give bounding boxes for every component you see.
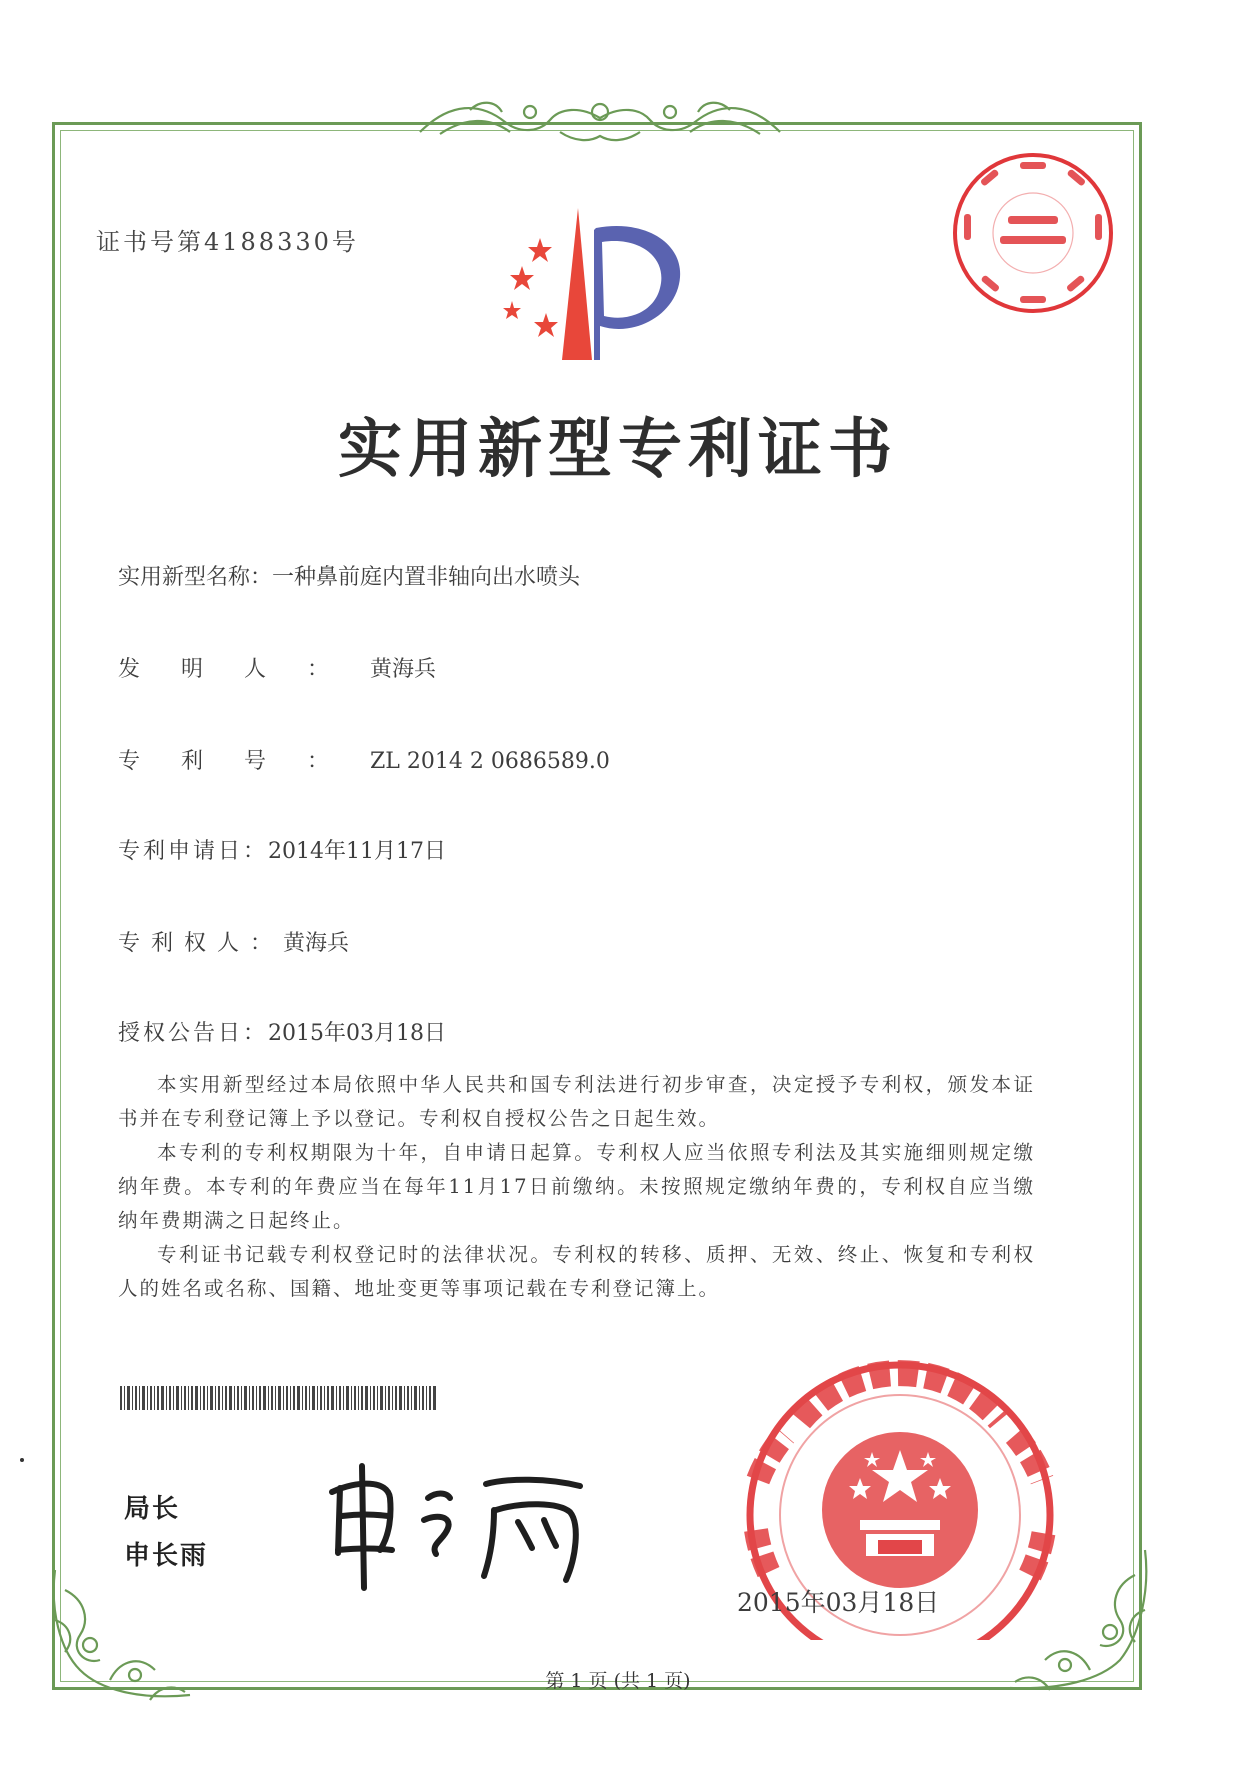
body-paragraph-2: 本专利的专利权期限为十年，自申请日起算。专利权人应当依照专利法及其实施细则规定缴纳年费。本专利的年费应当在每年11月17日前缴纳。未按照规定缴纳年费的，专利权自应当缴纳年费期满之日起终止。 (118, 1141, 1035, 1232)
certificate-number-label: 证书号第 (96, 228, 204, 256)
patent-number-row (118, 744, 610, 775)
certificate-number-suffix: 号 (331, 228, 359, 256)
patent-office-emblem-icon (500, 208, 700, 368)
patent-number-value: ZL 2014 2 0686589.0 (370, 749, 610, 774)
grant-date-row (118, 1016, 446, 1047)
body-paragraph-3: 专利证书记载专利权登记时的法律状况。专利权的转移、质押、无效、终止、恢复和专利权人的姓名或名称、国籍、地址变更等事项记载在专利登记簿上。 (118, 1243, 1035, 1300)
tax-stamp-seal-icon (950, 150, 1116, 316)
certificate-number-value: 4188330 (204, 228, 332, 256)
patent-number-label: 专利号： (118, 749, 371, 774)
grant-date-label: 授权公告日： (118, 1021, 269, 1046)
certificate-title: 实用新型专利证书 (338, 412, 898, 487)
patentee-row (118, 926, 349, 957)
patentee-value: 黄海兵 (283, 931, 350, 956)
director-name: 申长雨 (124, 1541, 209, 1571)
director-signature-icon (318, 1458, 598, 1593)
body-paragraph-1: 本实用新型经过本局依照中华人民共和国专利法进行初步审查，决定授予专利权，颁发本证书并在专利登记簿上予以登记。专利权自授权公告之日起生效。 (118, 1073, 1035, 1130)
grant-date-value: 2015年03月18日 (268, 1021, 446, 1046)
inventor-label: 发明人： (118, 657, 371, 682)
filing-date-label: 专利申请日： (118, 839, 269, 864)
page-footer: 第 1 页 (共 1 页) (545, 1670, 691, 1692)
utility-model-name-value: 一种鼻前庭内置非轴向出水喷头 (272, 565, 581, 590)
inventor-row (118, 652, 436, 683)
certificate-body (118, 1068, 1035, 1306)
certificate-number (96, 222, 359, 257)
seal-date: 2015年03月18日 (737, 1588, 940, 1617)
filing-date-value: 2014年11月17日 (268, 839, 446, 864)
scan-speck (20, 1458, 24, 1462)
patentee-label: 专利权人： (118, 931, 284, 956)
top-ornament (410, 92, 790, 152)
inventor-value: 黄海兵 (370, 657, 437, 682)
director-title: 局长 (124, 1494, 181, 1524)
barcode-icon (120, 1386, 438, 1410)
utility-model-name-row (118, 560, 580, 591)
filing-date-row (118, 834, 446, 865)
utility-model-name-label: 实用新型名称： (118, 565, 273, 590)
